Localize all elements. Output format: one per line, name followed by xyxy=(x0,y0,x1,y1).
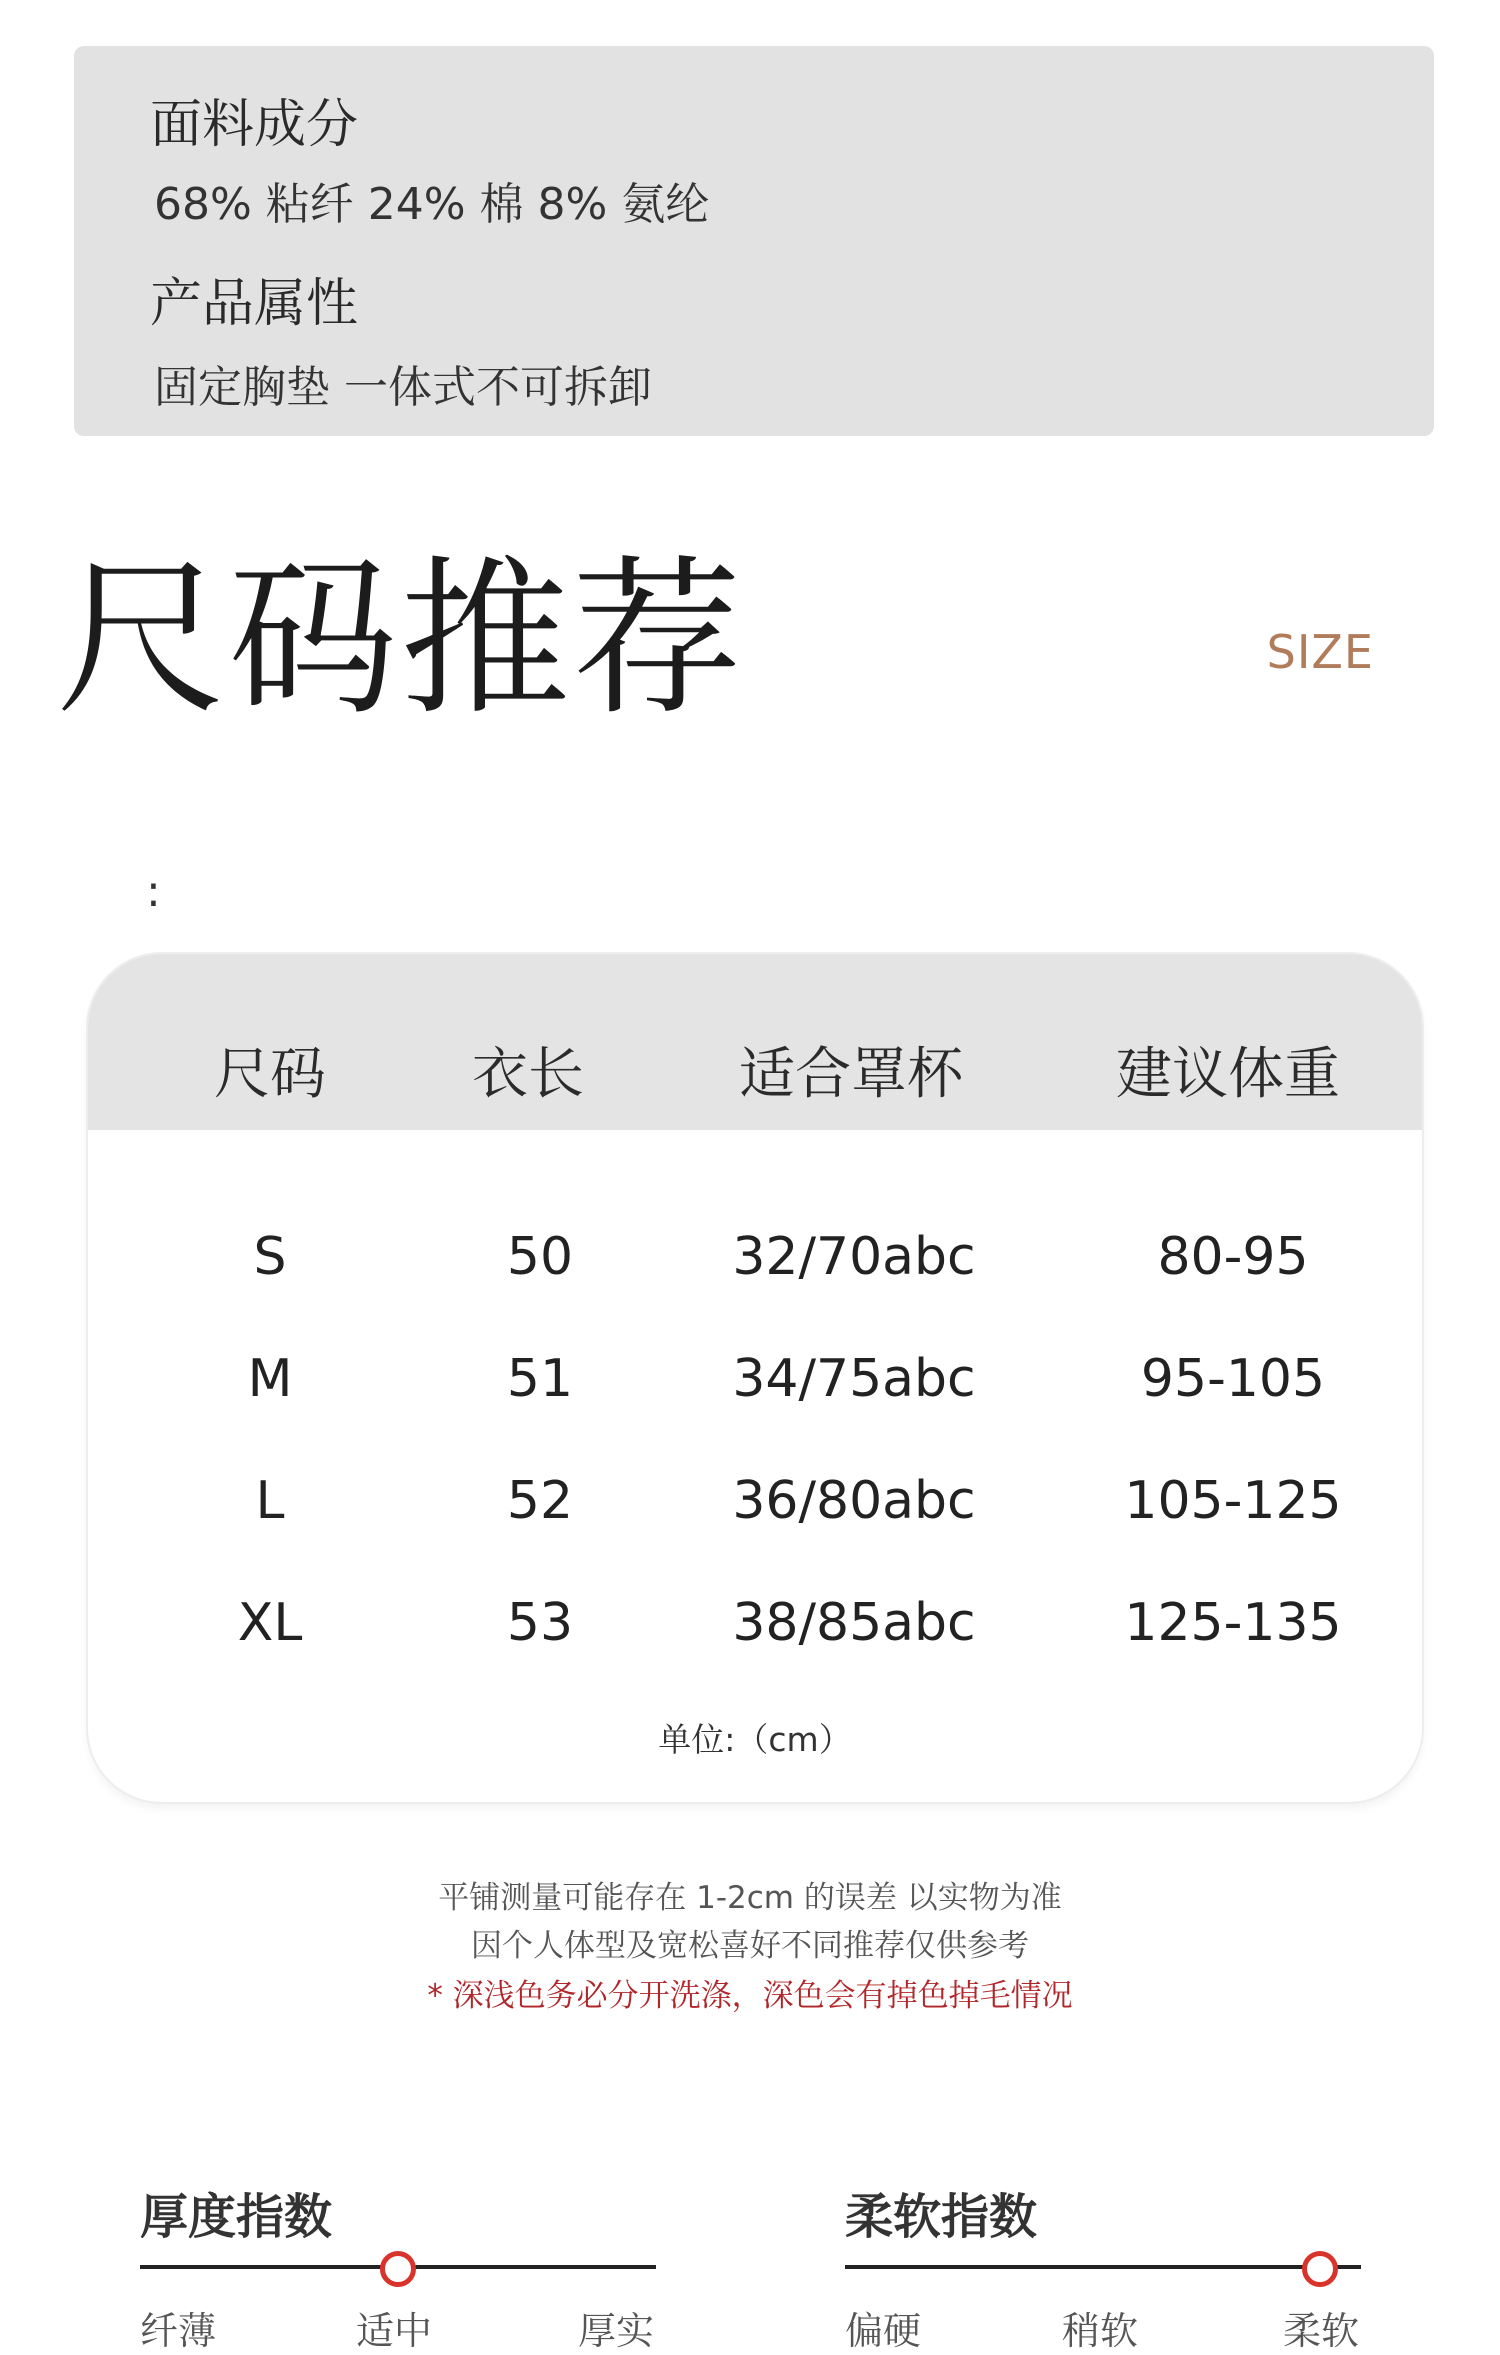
size-table xyxy=(88,954,1422,1802)
table-header xyxy=(88,954,1422,1130)
size-tag: SIZE xyxy=(1266,625,1374,679)
cell-length: 50 xyxy=(506,1227,574,1287)
cell-cup: 36/80abc xyxy=(732,1471,976,1531)
cell-weight: 95-105 xyxy=(1140,1349,1326,1409)
cell-size: M xyxy=(247,1349,293,1409)
size-section-title: 尺码推荐 xyxy=(56,541,745,739)
cell-size: S xyxy=(253,1227,287,1287)
thickness-label-low: 纤薄 xyxy=(140,2309,217,2353)
softness-level-marker xyxy=(1302,2251,1338,2287)
softness-scale-line xyxy=(845,2265,1361,2269)
fabric-heading: 面料成分 xyxy=(150,95,359,155)
softness-title: 柔软指数 xyxy=(845,2189,1038,2245)
fit-note: 因个人体型及宽松喜好不同推荐仅供参考 xyxy=(471,1928,1029,1964)
cell-cup: 32/70abc xyxy=(732,1227,976,1287)
header-cup: 适合罩杯 xyxy=(739,1042,963,1107)
attributes-value: 固定胸垫 一体式不可拆卸 xyxy=(154,362,652,413)
header-weight: 建议体重 xyxy=(1116,1042,1340,1107)
softness-label-high: 柔软 xyxy=(1283,2309,1360,2353)
softness-label-mid: 稍软 xyxy=(1062,2309,1139,2353)
header-length: 衣长 xyxy=(472,1042,584,1107)
product-info-box xyxy=(74,46,1434,436)
wash-warning: * 深浅色务必分开洗涤，深色会有掉色掉毛情况 xyxy=(427,1978,1073,2014)
fabric-composition: 68% 粘纤 24% 棉 8% 氨纶 xyxy=(154,179,710,230)
thickness-title: 厚度指数 xyxy=(140,2189,333,2245)
unit-note: 单位:（cm） xyxy=(658,1720,852,1759)
cell-length: 51 xyxy=(506,1349,574,1409)
thickness-label-mid: 适中 xyxy=(356,2309,433,2353)
colon-mark: : xyxy=(146,866,161,917)
thickness-level-marker xyxy=(380,2251,416,2287)
cell-size: L xyxy=(255,1471,285,1531)
cell-weight: 105-125 xyxy=(1124,1471,1342,1531)
cell-length: 52 xyxy=(506,1471,574,1531)
cell-length: 53 xyxy=(506,1593,574,1653)
cell-weight: 125-135 xyxy=(1124,1593,1342,1653)
measurement-note: 平铺测量可能存在 1-2cm 的误差 以实物为准 xyxy=(438,1880,1062,1916)
cell-weight: 80-95 xyxy=(1157,1227,1309,1287)
cell-size: XL xyxy=(237,1593,303,1653)
softness-label-low: 偏硬 xyxy=(845,2309,922,2353)
cell-cup: 34/75abc xyxy=(732,1349,976,1409)
attributes-heading: 产品属性 xyxy=(150,274,359,334)
header-size: 尺码 xyxy=(214,1042,326,1107)
cell-cup: 38/85abc xyxy=(732,1593,976,1653)
thickness-label-high: 厚实 xyxy=(578,2309,655,2353)
